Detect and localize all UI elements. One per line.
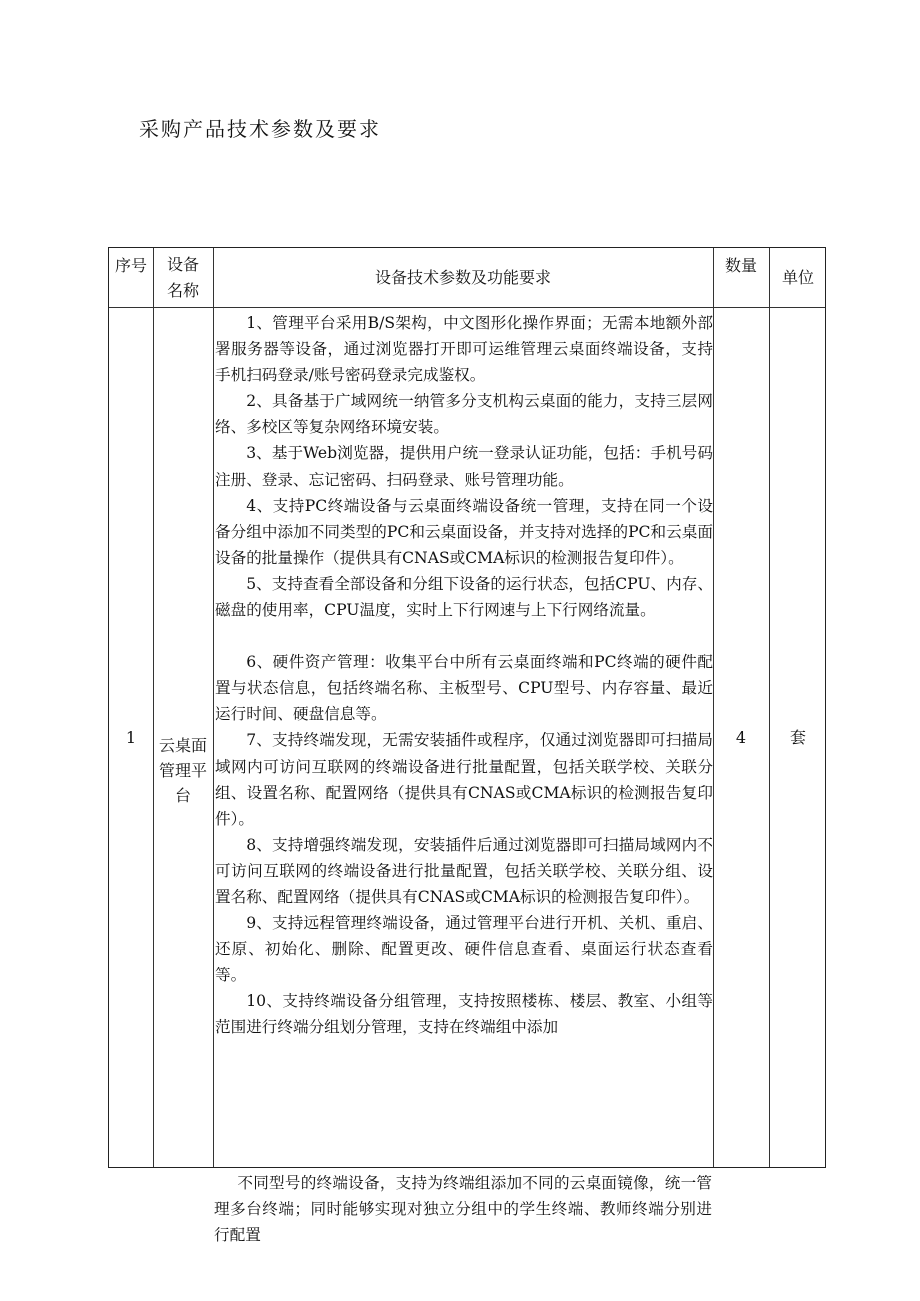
- col-divider: [213, 248, 214, 1167]
- row-device-line2: 管理平: [158, 761, 207, 780]
- header-unit: 单位: [781, 268, 814, 287]
- col-divider: [713, 248, 714, 1167]
- col-divider: [153, 248, 154, 1167]
- requirements-list: [215, 310, 713, 1041]
- header-seq: 序号: [114, 256, 147, 275]
- requirement-item: 10、支持终端设备分组管理，支持按照楼栋、楼层、教室、小组等范围进行终端分组划分管理，支持在终端组中添加: [215, 992, 713, 1037]
- requirement-item: 9、支持远程管理终端设备，通过管理平台进行开机、关机、重启、还原、初始化、删除、配置更改、硬件信息查看、桌面运行状态查看等。: [215, 914, 713, 985]
- header-device-line1: 设备: [166, 255, 199, 274]
- row-qty: 4: [735, 728, 747, 747]
- header-params: 设备技术参数及功能要求: [374, 268, 551, 287]
- header-device-line2: 名称: [166, 281, 199, 300]
- row-seq: 1: [125, 728, 137, 747]
- requirement-item: 7、支持终端发现，无需安装插件或程序，仅通过浏览器即可扫描局域网内可访问互联网的终端设备进行批量配置，包括关联学校、关联分组、设置名称、配置网络（提供具有CNAS或CMA标识的检测报告复印件）。: [215, 731, 713, 828]
- requirement-item: 1、管理平台采用B/S架构，中文图形化操作界面；无需本地额外部署服务器等设备，通过浏览器打开即可运维管理云桌面终端设备，支持手机扫码登录/账号密码登录完成鉴权。: [215, 314, 713, 385]
- page-title: 采购产品技术参数及要求: [139, 117, 381, 141]
- row-device-line3: 台: [174, 786, 191, 805]
- requirement-item: 4、支持PC终端设备与云桌面终端设备统一管理，支持在同一个设备分组中添加不同类型的PC和云桌面设备，并支持对选择的PC和云桌面设备的批量操作（提供具有CNAS或CMA标识的检测报告复印件）。: [215, 496, 713, 567]
- spec-table: [108, 247, 826, 1168]
- requirement-item: 5、支持查看全部设备和分组下设备的运行状态，包括CPU、内存、磁盘的使用率，CPU温度，实时上下行网速与上下行网络流量。: [215, 574, 713, 620]
- continued-text: [214, 1170, 712, 1248]
- header-qty: 数量: [724, 256, 757, 275]
- requirement-item: 6、硬件资产管理：收集平台中所有云桌面终端和PC终端的硬件配置与状态信息，包括终端名称、主板型号、CPU型号、内存容量、最近运行时间、硬盘信息等。: [215, 653, 713, 724]
- row-device-line1: 云桌面: [158, 736, 207, 755]
- col-divider: [769, 248, 770, 1167]
- requirement-item: 2、具备基于广域网统一纳管多分支机构云桌面的能力，支持三层网络、多校区等复杂网络环境安装。: [215, 392, 713, 437]
- header-divider: [109, 307, 825, 308]
- requirement-item: 3、基于Web浏览器，提供用户统一登录认证功能，包括：手机号码注册、登录、忘记密码、扫码登录、账号管理功能。: [215, 444, 713, 489]
- continued-paragraph: 不同型号的终端设备，支持为终端组添加不同的云桌面镜像，统一管理多台终端；同时能够实现对独立分组中的学生终端、教师终端分别进行配置: [214, 1174, 712, 1245]
- requirement-item: 8、支持增强终端发现，安装插件后通过浏览器即可扫描局域网内不可访问互联网的终端设备进行批量配置，包括关联学校、关联分组、设置名称、配置网络（提供具有CNAS或CMA标识的检测报告复印件）。: [215, 835, 713, 906]
- row-unit: 套: [789, 728, 806, 747]
- blank-line: [215, 623, 713, 649]
